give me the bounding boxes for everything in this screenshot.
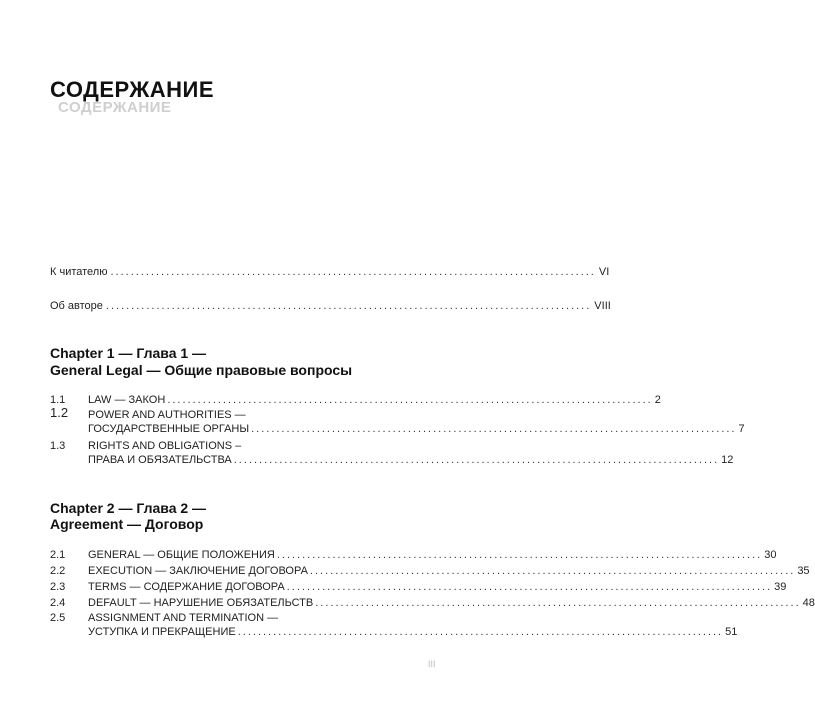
section-title-line2: УСТУПКА И ПРЕКРАЩЕНИЕ [88,626,236,638]
section-page: 2 [654,394,661,406]
toc-entry-page: VIII [594,300,611,312]
toc-entry-about-author[interactable] [50,299,611,313]
dot-leader: ................................................................................................ [167,394,653,406]
dot-leader: ................................................................................................ [286,581,773,593]
section-title: DEFAULT — НАРУШЕНИЕ ОБЯЗАТЕЛЬСТВ [88,597,314,609]
toc-section-2-2[interactable] [50,564,810,578]
dot-leader: ................................................................................................ [251,423,737,435]
dot-leader: ................................................................................................ [315,597,801,609]
section-title: GENERAL — ОБЩИЕ ПОЛОЖЕНИЯ [88,549,275,561]
chapter-2-heading-line2: Agreement — Договор [50,516,204,532]
section-title: EXECUTION — ЗАКЛЮЧЕНИЕ ДОГОВОРА [88,565,308,577]
dot-leader: ................................................................................................ [276,549,763,561]
toc-entry-label: Об авторе [50,300,103,312]
section-page: 7 [738,423,745,435]
section-title: TERMS — СОДЕРЖАНИЕ ДОГОВОРА [88,581,285,593]
chapter-2-heading-line1: Chapter 2 — Глава 2 — [50,500,207,516]
section-title-line1: POWER AND AUTHORITIES — [88,409,246,421]
toc-entry-page: VI [598,266,610,278]
section-title: LAW — ЗАКОН [88,394,166,406]
section-number: 2.2 [50,565,66,577]
section-number: 1.2 [50,405,69,420]
section-title-line2: ПРАВА И ОБЯЗАТЕЛЬСТВА [88,454,232,466]
dot-leader: ................................................................................................ [237,626,724,638]
section-number: 2.5 [50,612,66,624]
section-number: 2.4 [50,597,66,609]
dot-leader: ................................................................................................ [233,454,720,466]
toc-section-2-5[interactable] [50,611,738,639]
toc-section-1-3[interactable] [50,439,734,467]
section-number: 1.3 [50,440,66,452]
chapter-1-heading-line1: Chapter 1 — Глава 1 — [50,345,207,361]
toc-section-1-2[interactable] [50,405,745,436]
toc-section-2-3[interactable] [50,580,787,594]
page-title: СОДЕРЖАНИЕ [50,77,215,102]
section-number: 1.1 [50,394,66,406]
dot-leader: ................................................................................................ [309,565,796,577]
page-title-show-through: СОДЕРЖАНИЕ [58,99,172,116]
page-folio: III [428,659,436,669]
section-title-line1: ASSIGNMENT AND TERMINATION — [88,612,279,624]
section-page: 51 [725,626,738,638]
dot-leader: ................................................................................................ [110,266,596,278]
section-page: 39 [774,581,787,593]
toc-entry-label: К читателю [50,266,108,278]
toc-section-2-1[interactable] [50,548,777,562]
chapter-1-heading-line2: General Legal — Общие правовые вопросы [50,362,353,378]
section-title-line2: ГОСУДАРСТВЕННЫЕ ОРГАНЫ [88,423,250,435]
section-title-line1: RIGHTS AND OBLIGATIONS – [88,440,242,452]
section-number: 2.1 [50,549,66,561]
section-page: 35 [797,565,810,577]
toc-section-1-1[interactable] [50,393,661,407]
section-number: 2.3 [50,581,66,593]
section-page: 12 [721,454,734,466]
section-page: 48 [802,597,815,609]
toc-entry-to-reader[interactable] [50,265,610,279]
toc-section-2-4[interactable] [50,596,815,610]
dot-leader: ................................................................................................ [105,300,592,312]
section-page: 30 [764,549,777,561]
